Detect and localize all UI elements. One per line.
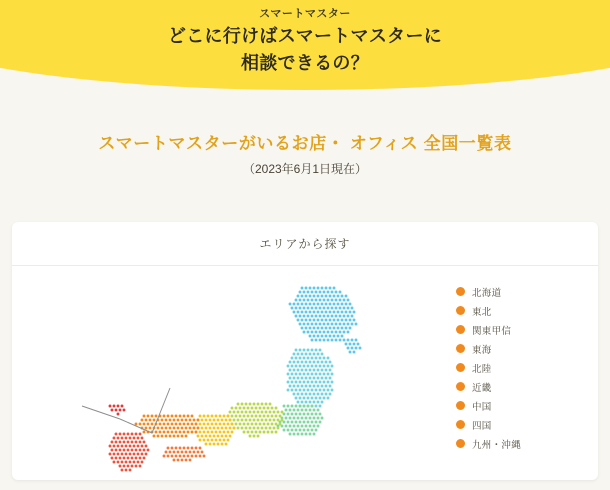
legend-label: 関東甲信 <box>472 325 512 337</box>
legend-dot-icon <box>456 401 465 410</box>
legend-item-6[interactable] <box>456 396 578 415</box>
legend-dot-icon <box>456 306 465 315</box>
legend-label: 九州・沖縄 <box>472 439 522 451</box>
legend-label: 東北 <box>472 306 492 318</box>
legend-label: 四国 <box>472 420 492 432</box>
area-search-card <box>12 222 598 480</box>
legend-item-0[interactable] <box>456 282 578 301</box>
card-header-label: エリアから探す <box>12 222 598 266</box>
page-title: スマートマスターがいるお店・ オフィス 全国一覧表 <box>98 134 512 153</box>
legend-label: 東海 <box>472 344 492 356</box>
hero-title-line1: どこに行けばスマートマスターに <box>167 26 443 46</box>
legend-label: 中国 <box>472 401 492 413</box>
legend-label: 北海道 <box>472 287 502 299</box>
legend-dot-icon <box>456 439 465 448</box>
section-heading <box>0 132 610 179</box>
page-subtitle: （2023年6月1日現在） <box>242 162 368 176</box>
hero-content <box>0 0 610 76</box>
card-body <box>12 266 598 479</box>
legend-dot-icon <box>456 363 465 372</box>
legend-dot-icon <box>456 325 465 334</box>
hero-banner <box>0 0 610 96</box>
hero-title-line2: 相談できるの？ <box>240 53 370 73</box>
legend-dot-icon <box>456 382 465 391</box>
legend-dot-icon <box>456 287 465 296</box>
legend-item-7[interactable] <box>456 415 578 434</box>
legend-item-8[interactable] <box>456 434 578 453</box>
legend-item-2[interactable] <box>456 320 578 339</box>
legend-item-1[interactable] <box>456 301 578 320</box>
legend-item-3[interactable] <box>456 339 578 358</box>
legend-dot-icon <box>456 420 465 429</box>
map-guide-lines <box>82 388 170 433</box>
legend-item-4[interactable] <box>456 358 578 377</box>
legend <box>456 282 578 453</box>
legend-label: 近畿 <box>472 382 492 394</box>
japan-dot-map[interactable] <box>12 266 452 479</box>
legend-label: 北陸 <box>472 363 492 375</box>
hero-kicker: スマートマスター <box>259 8 351 20</box>
legend-item-5[interactable] <box>456 377 578 396</box>
legend-dot-icon <box>456 344 465 353</box>
